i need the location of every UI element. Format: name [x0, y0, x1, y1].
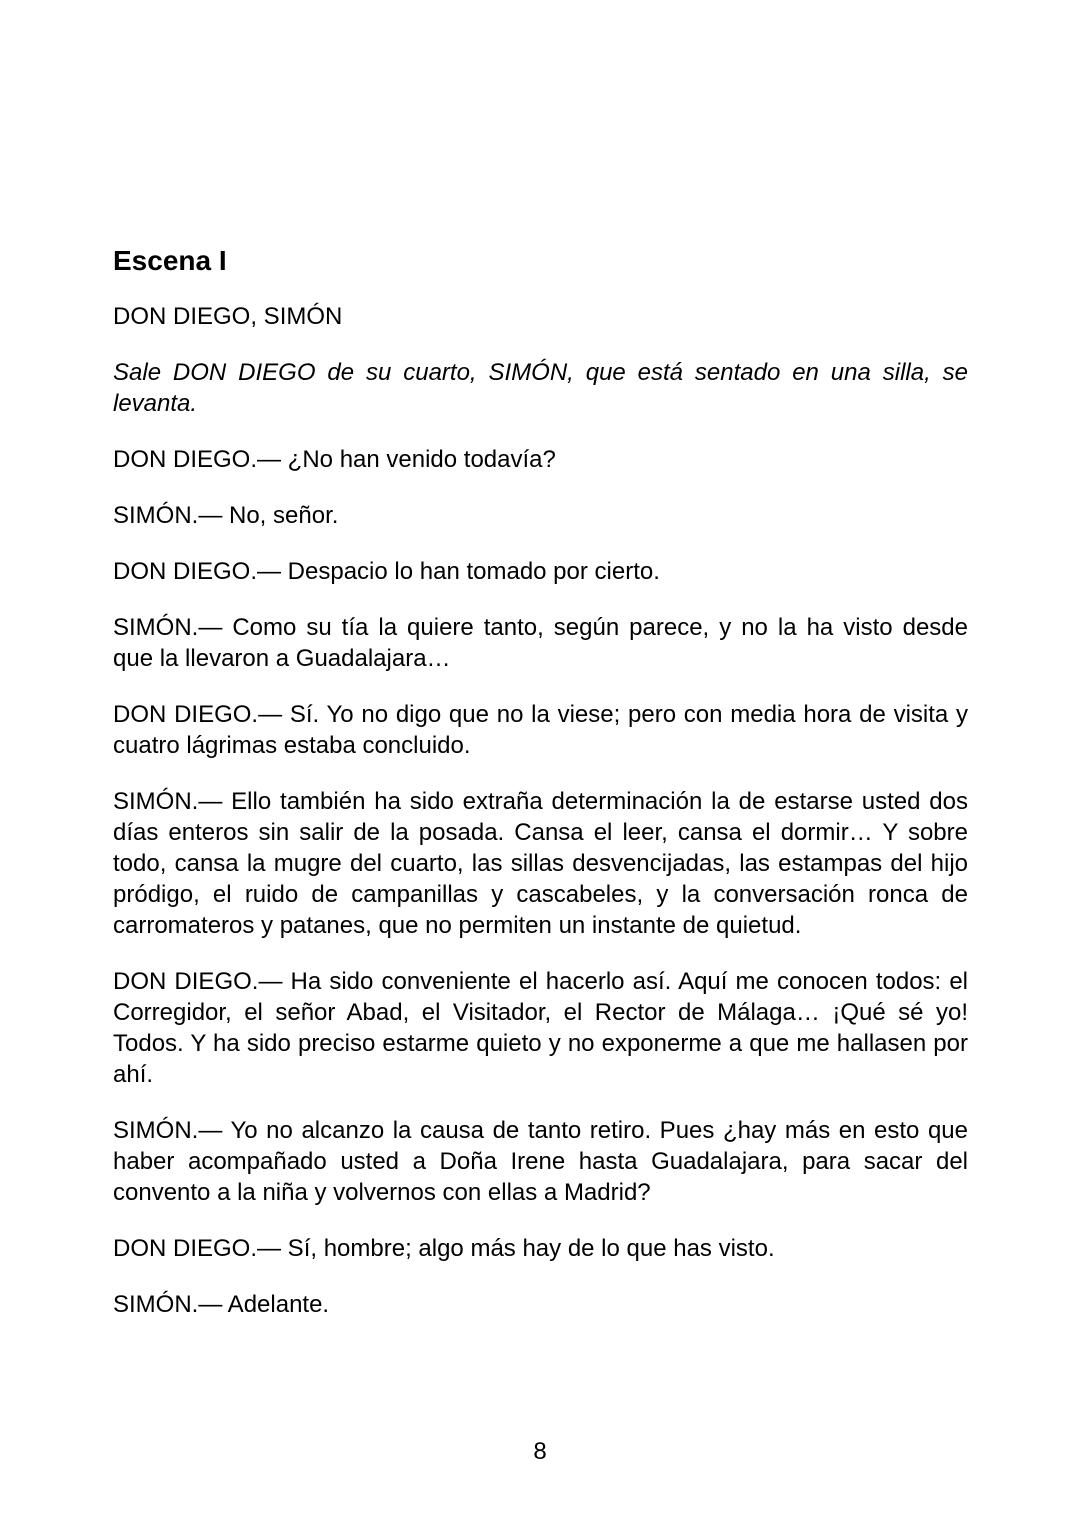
stage-direction: Sale DON DIEGO de su cuarto, SIMÓN, que está sentado en una silla, se levanta.: [113, 359, 968, 417]
dialogue-line: SIMÓN.— Yo no alcanzo la causa de tanto retiro. Pues ¿hay más en esto que haber acompañado usted a Doña Irene hasta Guadalajara, para sacar del convento a la niña y volvernos con ellas a Madrid?: [113, 1117, 968, 1206]
page-number: 8: [533, 1438, 547, 1465]
dialogue-line: SIMÓN.— Ello también ha sido extraña determinación la de estarse usted dos días enteros sin salir de la posada. Cansa el leer, cansa el dormir… Y sobre todo, cansa la mugre del cuarto, las sillas desvencijadas, las estampas del hijo pródigo, el ruido de campanillas y cascabeles, y la conversación ronca de carromateros y patanes, que no permiten un instante de quietud.: [113, 788, 968, 939]
dialogue-line: DON DIEGO.— Sí, hombre; algo más hay de lo que has visto.: [113, 1235, 775, 1262]
dialogue-line: DON DIEGO.— Despacio lo han tomado por cierto.: [113, 558, 660, 585]
dialogue-line: SIMÓN.— Adelante.: [113, 1291, 330, 1318]
dialogue-line: DON DIEGO.— Ha sido conveniente el hacerlo así. Aquí me conocen todos: el Corregidor, el señor Abad, el Visitador, el Rector de Málaga… ¡Qué sé yo! Todos. Y ha sido preciso estarme quieto y no exponerme a que me hallasen por ahí.: [113, 968, 968, 1088]
characters-line: DON DIEGO, SIMÓN: [113, 303, 343, 330]
dialogue-line: SIMÓN.— Como su tía la quiere tanto, según parece, y no la ha visto desde que la llevaron a Guadalajara…: [113, 614, 968, 672]
scene-heading: Escena I: [113, 245, 227, 276]
dialogue-line: SIMÓN.— No, señor.: [113, 502, 339, 529]
document-page: [113, 243, 968, 1345]
dialogue-line: DON DIEGO.— ¿No han venido todavía?: [113, 446, 556, 473]
dialogue-line: DON DIEGO.— Sí. Yo no digo que no la viese; pero con media hora de visita y cuatro lágrimas estaba concluido.: [113, 701, 968, 759]
